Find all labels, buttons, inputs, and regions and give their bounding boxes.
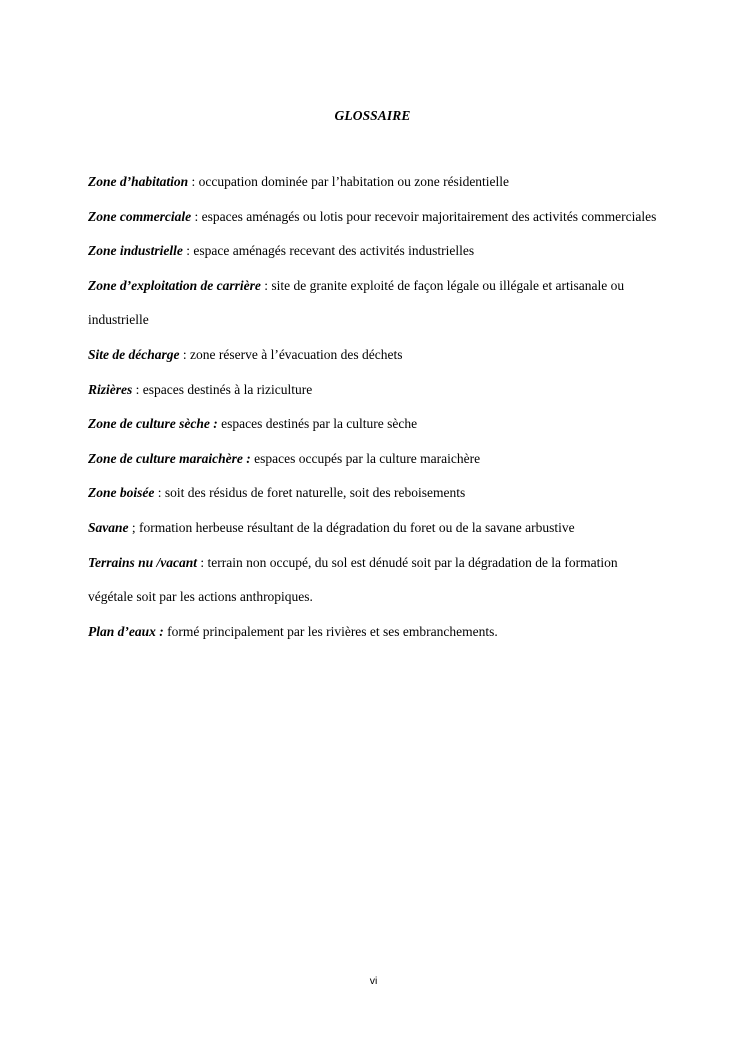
glossary-term: Plan d’eaux bbox=[88, 623, 156, 639]
glossary-term: Zone boisée bbox=[88, 485, 155, 501]
glossary-entry-zone-culture-seche bbox=[88, 407, 658, 442]
glossary-separator: ; bbox=[128, 519, 136, 535]
glossary-entry-terrains-nu-vacant bbox=[88, 546, 658, 615]
glossary-entry-plan-eaux bbox=[88, 615, 658, 650]
glossary-term: Terrains nu /vacant bbox=[88, 554, 198, 570]
glossary-separator: : bbox=[260, 277, 268, 293]
glossary-list bbox=[88, 165, 658, 649]
glossary-definition: site de granite exploité de façon légale ou illégale et artisanale ou industrielle bbox=[88, 277, 625, 328]
glossary-entry-zone-exploitation-carriere bbox=[88, 269, 658, 338]
glossary-definition: soit des résidus de foret naturelle, soit des reboisements bbox=[161, 485, 466, 501]
glossary-entry-rizieres bbox=[88, 373, 658, 408]
glossary-entry-zone-boisee bbox=[88, 476, 658, 511]
glossary-entry-site-decharge bbox=[88, 338, 658, 373]
glossary-term: Zone commerciale bbox=[88, 208, 192, 224]
glossary-term: Zone de culture sèche bbox=[88, 416, 210, 432]
glossary-entry-zone-habitation bbox=[88, 165, 658, 200]
glossary-definition: formation herbeuse résultant de la dégradation du foret ou de la savane arbustive bbox=[135, 519, 575, 535]
glossary-separator: : bbox=[242, 450, 251, 466]
glossary-entry-savane bbox=[88, 511, 658, 546]
glossary-term: Zone d’habitation bbox=[88, 174, 189, 189]
glossary-definition: zone réserve à l’évacuation des déchets bbox=[186, 346, 403, 362]
glossary-separator: : bbox=[154, 485, 162, 501]
page-title: GLOSSAIRE bbox=[334, 108, 411, 123]
glossary-definition: espaces occupés par la culture maraichère bbox=[250, 450, 481, 466]
glossary-separator: : bbox=[179, 346, 187, 362]
glossary-entry-zone-industrielle bbox=[88, 234, 658, 269]
glossary-entry-zone-culture-maraichere bbox=[88, 442, 658, 477]
glossary-definition: espace aménagés recevant des activités industrielles bbox=[190, 243, 475, 259]
glossary-entry-zone-commerciale bbox=[88, 200, 658, 235]
glossary-separator: : bbox=[209, 416, 218, 432]
glossary-definition: espaces aménagés ou lotis pour recevoir majoritairement des activités commerciales bbox=[198, 208, 657, 224]
glossary-definition: espaces destinés à la riziculture bbox=[139, 381, 313, 397]
glossary-separator: : bbox=[197, 554, 205, 570]
glossary-term: Rizières bbox=[88, 381, 133, 397]
glossary-term: Savane bbox=[88, 519, 129, 535]
glossary-separator: : bbox=[182, 243, 191, 259]
glossary-term: Site de décharge bbox=[88, 346, 180, 362]
glossary-definition: terrain non occupé, du sol est dénudé soit par la dégradation de la formation végétale soit par les actions anthropiques. bbox=[88, 554, 618, 605]
glossary-definition: occupation dominée par l’habitation ou zone résidentielle bbox=[195, 174, 510, 189]
glossary-term: Zone industrielle bbox=[88, 243, 183, 259]
glossary-separator: : bbox=[132, 381, 140, 397]
glossary-term: Zone de culture maraichère bbox=[88, 450, 243, 466]
glossary-separator: : bbox=[191, 208, 199, 224]
page-number: vi bbox=[369, 975, 378, 987]
glossary-term: Zone d’exploitation de carrière bbox=[88, 277, 261, 293]
glossary-definition: espaces destinés par la culture sèche bbox=[217, 416, 418, 432]
glossary-separator: : bbox=[155, 623, 164, 639]
glossary-separator: : bbox=[188, 174, 196, 189]
glossary-definition: formé principalement par les rivières et ses embranchements. bbox=[163, 623, 498, 639]
